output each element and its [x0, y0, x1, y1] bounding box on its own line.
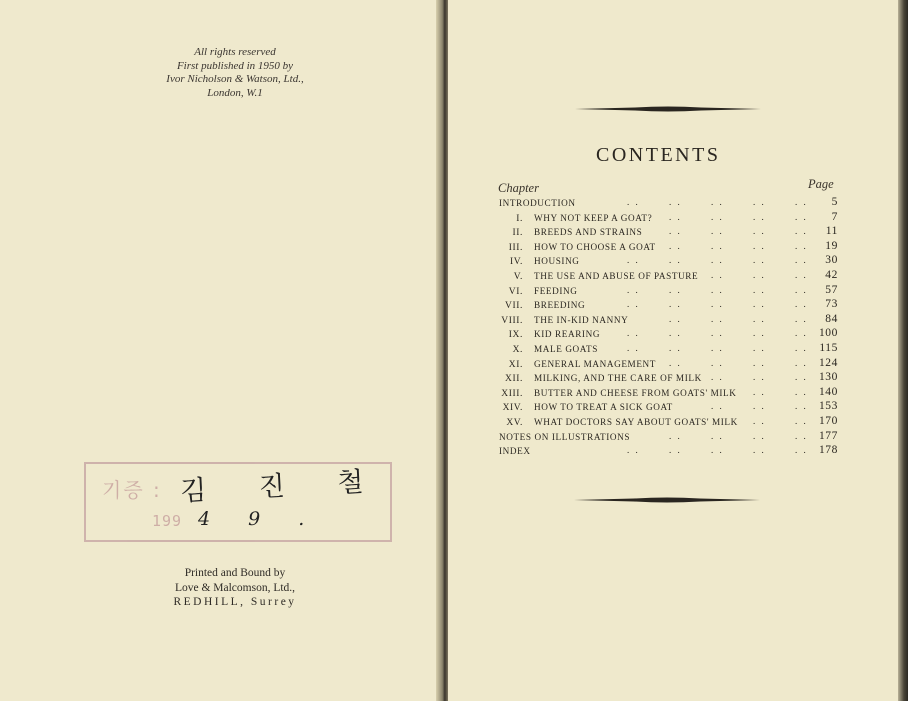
toc-chapter-number: XII.	[505, 374, 523, 385]
toc-leader-dots: . . . . . .	[711, 269, 808, 280]
toc-chapter-number: XIV.	[502, 403, 523, 414]
toc-entry	[499, 211, 838, 226]
toc-entry	[499, 269, 838, 284]
printer-line: Printed and Bound by	[184, 567, 286, 579]
toc-chapter-title: FEEDING	[534, 285, 578, 296]
toc-page-number: 11	[825, 225, 838, 238]
toc-chapter-title: HOW TO CHOOSE A GOAT	[534, 241, 656, 252]
toc-chapter-number: IX.	[508, 330, 523, 341]
handwritten-date: 4 9 .	[198, 508, 321, 530]
printer-credit	[120, 566, 350, 610]
stamp-label: 기증 :	[102, 478, 162, 502]
contents-list	[499, 196, 838, 459]
toc-chapter-number: XI.	[508, 359, 523, 370]
toc-entry	[499, 240, 838, 255]
toc-chapter-title: HOUSING	[534, 256, 580, 267]
toc-leader-dots: . . . .	[753, 386, 808, 397]
toc-chapter-number: VII.	[505, 301, 523, 312]
toc-chapter-number: XIII.	[501, 388, 523, 399]
toc-page-number: 7	[831, 210, 838, 223]
toc-chapter-number: X.	[512, 344, 523, 355]
handwritten-donor-name: 김 진 철	[179, 465, 387, 508]
toc-leader-dots: . . . . . . . .	[669, 211, 808, 222]
toc-entry	[499, 254, 838, 269]
toc-chapter-title: KID REARING	[534, 329, 601, 340]
toc-chapter-title: INTRODUCTION	[499, 198, 576, 208]
toc-chapter-number: IV.	[510, 257, 523, 268]
toc-chapter-number: II.	[512, 228, 523, 239]
toc-entry	[499, 386, 838, 401]
toc-leader-dots: . . . . . . . . . .	[627, 299, 808, 310]
toc-leader-dots: . . . . . .	[711, 372, 808, 383]
copyright-imprint	[120, 46, 350, 100]
toc-entry	[499, 444, 838, 459]
chapter-heading: Chapter	[498, 181, 539, 195]
stamp-date-printed: 199	[152, 512, 183, 530]
toc-entry	[499, 415, 838, 430]
toc-entry	[499, 284, 838, 299]
toc-page-number: 178	[818, 444, 838, 457]
toc-leader-dots: . . . . . . . .	[669, 226, 808, 237]
toc-leader-dots: . . . . . .	[711, 401, 808, 412]
toc-leader-dots: . . . .	[753, 415, 808, 426]
toc-entry	[499, 430, 838, 445]
toc-page-number: 124	[818, 356, 838, 369]
toc-leader-dots: . . . . . . . .	[669, 357, 808, 368]
toc-leader-dots: . . . . . . . . . .	[627, 197, 808, 207]
toc-chapter-title: INDEX	[499, 446, 531, 457]
imprint-line: All rights reserved	[194, 46, 276, 58]
toc-leader-dots: . . . . . . . .	[669, 240, 808, 251]
toc-chapter-title: THE USE AND ABUSE OF PASTURE	[534, 270, 699, 281]
toc-entry	[499, 342, 838, 357]
toc-page-number: 84	[825, 312, 838, 325]
toc-chapter-title: THE IN-KID NANNY	[534, 314, 629, 325]
toc-leader-dots: . . . . . . . . . .	[627, 255, 808, 266]
toc-page-number: 73	[825, 298, 838, 311]
toc-page-number: 153	[818, 400, 838, 413]
contents-title: CONTENTS	[596, 144, 721, 166]
toc-page-number: 57	[825, 283, 838, 296]
toc-leader-dots: . . . . . . . . . .	[627, 445, 808, 456]
toc-page-number: 177	[818, 429, 838, 442]
toc-page-number: 170	[818, 414, 838, 427]
imprint-line: Ivor Nicholson & Watson, Ltd.,	[166, 73, 304, 85]
page-heading: Page	[808, 177, 834, 191]
toc-entry	[499, 313, 838, 328]
page-edge	[898, 0, 908, 701]
toc-entry	[499, 298, 838, 313]
toc-entry	[499, 327, 838, 342]
toc-page-number: 19	[825, 239, 838, 252]
toc-chapter-number: V.	[513, 271, 523, 282]
imprint-line: London, W.1	[207, 86, 263, 99]
imprint-line: First published in 1950 by	[176, 59, 294, 72]
toc-page-number: 115	[819, 341, 838, 354]
toc-chapter-number: VIII.	[501, 315, 523, 326]
printer-line: REDHILL, Surrey	[173, 596, 297, 608]
toc-chapter-title: WHY NOT KEEP A GOAT?	[534, 212, 653, 223]
toc-entry	[499, 400, 838, 415]
toc-entry	[499, 196, 838, 211]
toc-chapter-title: MALE GOATS	[534, 343, 598, 354]
toc-page-number: 42	[825, 268, 838, 281]
toc-chapter-number: III.	[508, 242, 523, 253]
toc-chapter-number: XV.	[506, 417, 523, 428]
toc-leader-dots: . . . . . . . . . .	[627, 284, 808, 295]
toc-chapter-title: WHAT DOCTORS SAY ABOUT GOATS' MILK	[534, 416, 738, 427]
toc-entry	[499, 371, 838, 386]
toc-entry	[499, 357, 838, 372]
left-page	[0, 0, 441, 701]
toc-page-number: 130	[818, 371, 838, 384]
toc-page-number: 30	[825, 254, 838, 267]
toc-chapter-title: BUTTER AND CHEESE FROM GOATS' MILK	[534, 387, 737, 398]
toc-chapter-title: GENERAL MANAGEMENT	[534, 358, 656, 369]
toc-entry	[499, 225, 838, 240]
toc-chapter-title: BREEDS AND STRAINS	[534, 227, 643, 238]
toc-chapter-number: I.	[516, 213, 523, 224]
toc-chapter-number: VI.	[508, 286, 523, 297]
toc-page-number: 140	[818, 385, 838, 398]
toc-chapter-title: MILKING, AND THE CARE OF MILK	[534, 373, 702, 384]
toc-page-number: 5	[831, 196, 838, 208]
toc-leader-dots: . . . . . . . .	[669, 430, 808, 441]
toc-page-number: 100	[818, 327, 838, 340]
toc-chapter-title: BREEDING	[534, 300, 586, 311]
toc-leader-dots: . . . . . . . . . .	[627, 328, 808, 339]
toc-leader-dots: . . . . . . . .	[669, 313, 808, 324]
printer-line: Love & Malcomson, Ltd.,	[174, 581, 296, 594]
toc-leader-dots: . . . . . . . . . .	[627, 342, 808, 353]
toc-chapter-title: HOW TO TREAT A SICK GOAT	[534, 402, 673, 413]
toc-chapter-title: NOTES ON ILLUSTRATIONS	[499, 431, 631, 442]
